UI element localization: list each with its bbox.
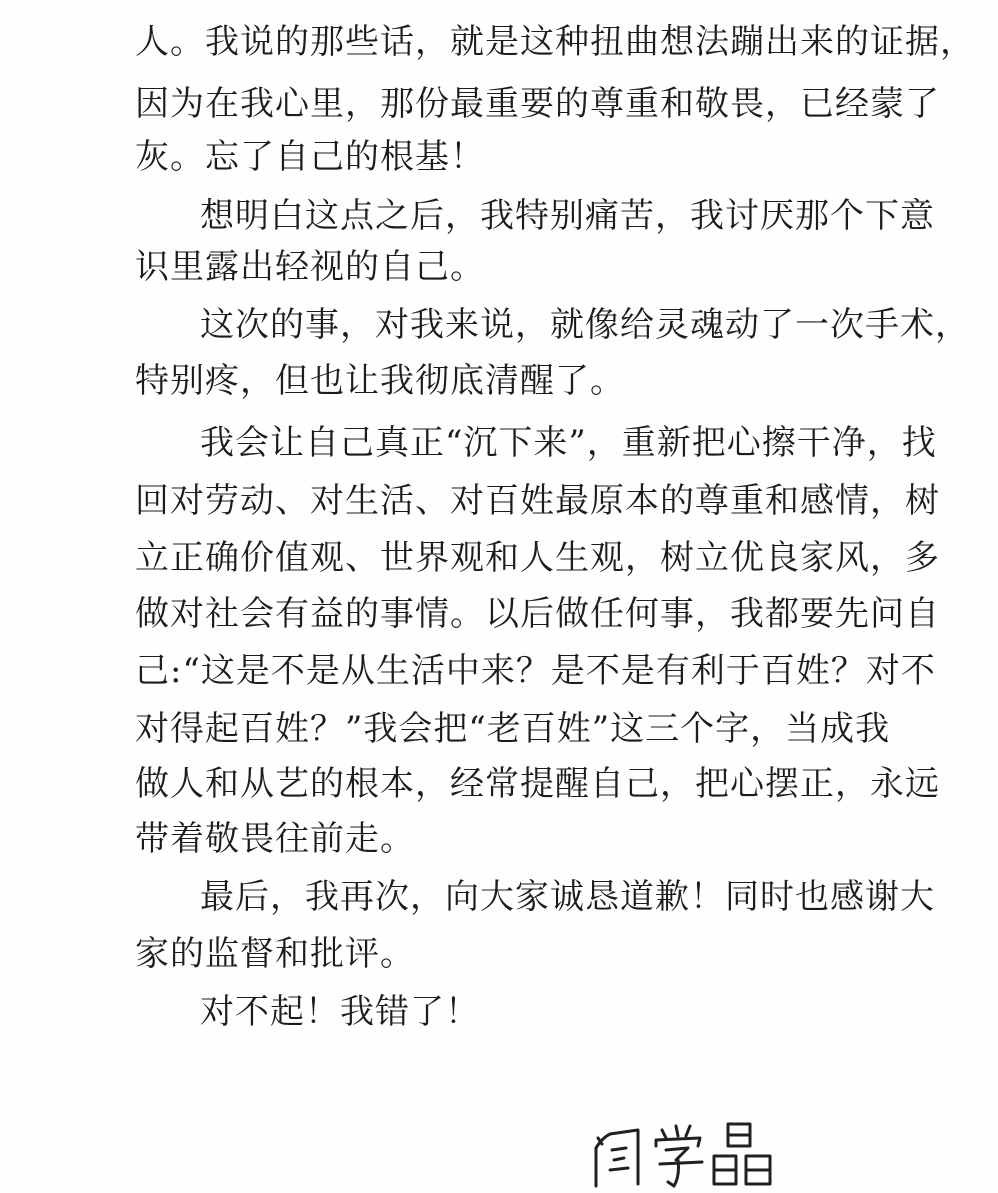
letter-line: 回对劳动、对生活、对百姓最原本的尊重和感情，树 <box>135 481 940 521</box>
letter-line: 因为在我心里，那份最重要的尊重和敬畏，已经蒙了 <box>135 84 940 124</box>
letter-line: 灰。忘了自己的根基！ <box>135 137 485 177</box>
letter-line: 我会让自己真正“沉下来”，重新把心擦干净，找 <box>200 423 937 463</box>
handwritten-signature <box>588 1108 798 1188</box>
letter-line: 己:“这是不是从生活中来？是不是有利于百姓？对不 <box>135 651 936 691</box>
letter-line: 做对社会有益的事情。以后做任何事，我都要先问自 <box>135 594 940 634</box>
signature-drawing <box>588 1108 798 1188</box>
letter-line: 这次的事，对我来说，就像给灵魂动了一次手术， <box>200 305 970 345</box>
letter-line: 识里露出轻视的自己。 <box>135 247 485 287</box>
letter-line: 最后，我再次，向大家诚恳道歉！同时也感谢大 <box>200 877 935 917</box>
letter-line: 想明白这点之后，我特别痛苦，我讨厌那个下意 <box>200 196 935 236</box>
letter-line: 特别疼，但也让我彻底清醒了。 <box>135 361 625 401</box>
letter-line: 对得起百姓？”我会把“老百姓”这三个字，当成我 <box>135 709 891 749</box>
letter-line: 对不起！我错了！ <box>200 992 480 1032</box>
letter-line: 做人和从艺的根本，经常提醒自己，把心摆正，永远 <box>135 764 940 804</box>
letter-line: 家的监督和批评。 <box>135 934 415 974</box>
letter-line: 人。我说的那些话，就是这种扭曲想法蹦出来的证据， <box>135 22 975 62</box>
letter-line: 带着敬畏往前走。 <box>135 819 415 859</box>
letter-line: 立正确价值观、世界观和人生观，树立优良家风，多 <box>135 538 940 578</box>
